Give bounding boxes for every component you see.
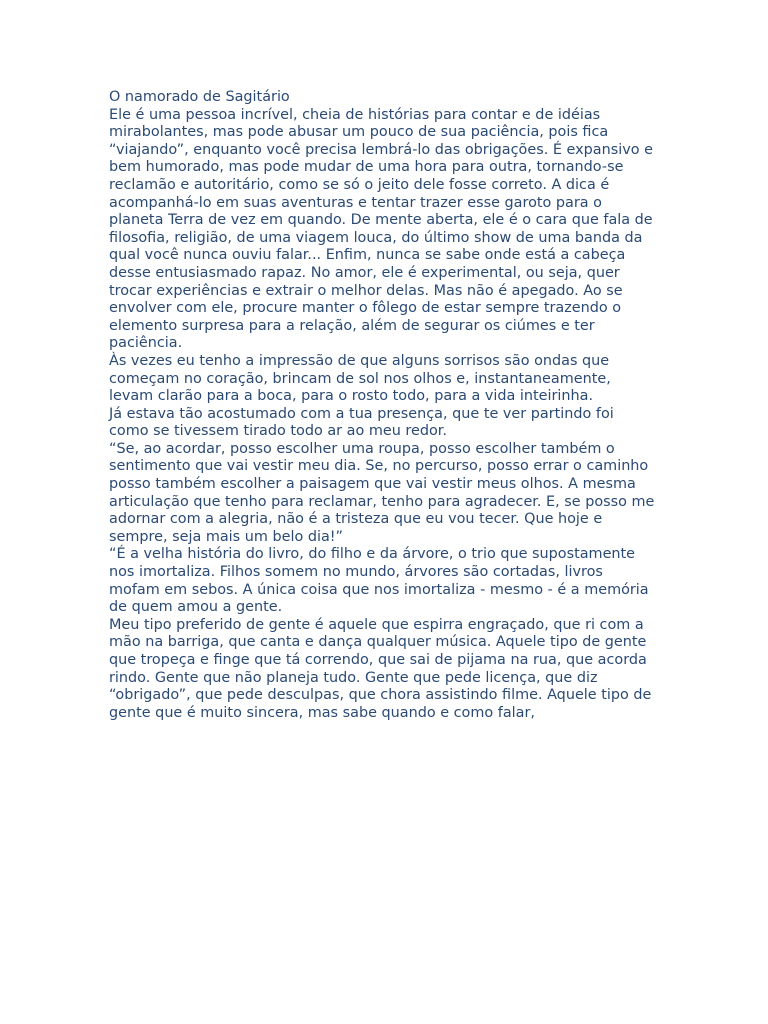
paragraph-velha-historia: “É a velha história do livro, do filho e da árvore, o trio que supostamente nos imortaliza. Filhos somem no mundo, árvores são cortadas, livros mofam em sebos. A única coisa que nos imortaliza - mesmo - é a memória de quem amou a gente. — [109, 546, 649, 616]
document-title: O namorado de Sagitário — [109, 89, 290, 105]
paragraph-belo-dia: “Se, ao acordar, posso escolher uma roupa, posso escolher também o sentimento que vai vestir meu dia. Se, no percurso, posso errar o caminho posso também escolher a paisagem que vai vestir meus olhos. A mesma articulação que tenho para reclamar, tenho para agradecer. E, se posso me adornar com a alegria, não é a tristeza que eu vou tecer. Que hoje e sempre, seja mais um belo dia!” — [109, 440, 655, 545]
paragraph-sagitario: Ele é uma pessoa incrível, cheia de histórias para contar e de idéias mirabolantes, mas pode abusar um pouco de sua paciência, pois fica “viajando”, enquanto você precisa lembrá-lo das obrigações. É expansivo e bem humorado, mas pode mudar de uma hora para outra, tornando-se reclamão e autoritário, como se só o jeito dele fosse correto. A dica é acompanhá-lo em suas aventuras e tentar trazer esse garoto para o planeta Terra de vez em quando. De mente aberta, ele é o cara que fala de filosofia, religião, de uma viagem louca, do último show de uma banda da qual você nunca ouviu falar... Enfim, nunca se sabe onde está a cabeça desse entusiasmado rapaz. No amor, ele é experimental, ou seja, quer trocar experiências e extrair o melhor delas. Mas não é apegado. Ao se envolver com ele, procure manter o fôlego de estar sempre trazendo o elemento surpresa para a relação, além de segurar os ciúmes e ter paciência. — [109, 106, 653, 352]
document-page — [109, 89, 657, 722]
paragraph-sorrisos: Às vezes eu tenho a impressão de que alguns sorrisos são ondas que começam no coração, brincam de sol nos olhos e, instantaneamente, levam clarão para a boca, para o rosto todo, para a vida inteirinha. — [109, 352, 611, 405]
paragraph-tipo-preferido: Meu tipo preferido de gente é aquele que espirra engraçado, que ri com a mão na barriga, que canta e dança qualquer música. Aquele tipo de gente que tropeça e finge que tá correndo, que sai de pijama na rua, que acorda rindo. Gente que não planeja tudo. Gente que pede licença, que diz “obrigado”, que pede desculpas, que chora assistindo filme. Aquele tipo de gente que é muito sincera, mas sabe quando e como falar, — [109, 616, 652, 721]
paragraph-presenca: Já estava tão acostumado com a tua presença, que te ver partindo foi como se tivessem tirado todo ar ao meu redor. — [109, 405, 614, 440]
